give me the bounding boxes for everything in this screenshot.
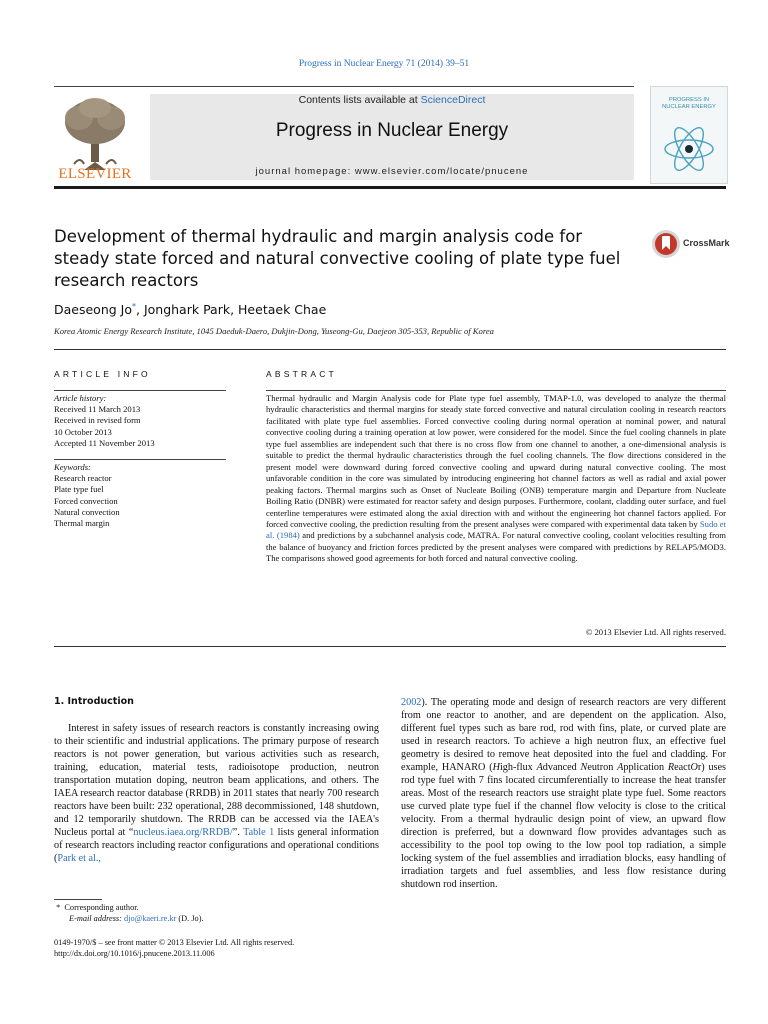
divider [266,390,726,391]
rrdb-link[interactable]: nucleus.iaea.org/RRDB/ [133,827,233,838]
article-info-heading: ARTICLE INFO [54,369,151,379]
body-text: Interest in safety issues of research reactors is constantly increasing owing to their scientific and industrial applications. The primary purpose of research reactors is not power generation, but various activities such as research, training, education, material tests, radioisotope production, neutron transportation mutation doping, neutron beam applications, and others. The IAEA research reactor database (RRDB) in 2011 states that nearly 700 research reactors have been built: 232 operational, 288 decommissioned, 148 shutdown, and 12 temporarily shutdown. The RRDB can be accessed via the IAEA's Nucleus portal at “ [54,723,379,838]
body-text: eact [674,762,691,773]
abstract-heading: ABSTRACT [266,369,337,379]
other-authors: , Jonghark Park, Heetaek Chae [136,302,327,318]
keyword: Plate type fuel [54,484,104,495]
divider [54,459,226,460]
crossmark-icon[interactable] [651,229,681,259]
intro-left-column [54,722,379,865]
divider [54,349,726,350]
abstract-copyright: © 2013 Elsevier Ltd. All rights reserved. [585,627,726,637]
issn-line: 0149-1970/$ – see front matter © 2013 Elsevier Ltd. All rights reserved. [54,938,295,947]
body-text: dvanced [542,762,581,773]
body-text: pplication [623,762,668,773]
journal-citation[interactable]: Progress in Nuclear Energy 71 (2014) 39–51 [298,59,470,69]
crossmark-label[interactable]: CrossMark [683,238,730,248]
journal-homepage[interactable]: journal homepage: www.elsevier.com/locate/pnucene [255,166,529,177]
email-suffix: (D. Jo). [176,914,204,923]
corresponding-mark[interactable]: * [132,302,136,311]
keywords-label: Keywords: [54,462,91,472]
masthead-bottom-rule [54,186,726,189]
keywords-list [54,462,226,529]
history-line: Accepted 11 November 2013 [54,437,155,448]
footnote-corresponding [54,902,379,913]
article-history [54,393,226,449]
journal-title[interactable]: Progress in Nuclear Energy [275,120,509,141]
elsevier-wordmark[interactable]: ELSEVIER [58,166,132,182]
email-label: E-mail address: [69,914,124,923]
keyword: Natural convection [54,506,120,517]
affiliation: Korea Atomic Energy Research Institute, 1045 Daeduk-Daero, Dukjin-Dong, Yuseong-Gu, Daejeon 305-353, Republic of Korea [54,326,494,336]
author-jo[interactable]: Daeseong Jo [54,302,132,318]
corresponding-author-label: Corresponding author. [64,903,139,912]
history-line: Received in revised form [54,415,141,426]
section-heading-introduction: 1. Introduction [54,696,134,707]
atom-icon [659,115,719,175]
masthead-top-rule [54,86,634,87]
keyword: Research reactor [54,473,112,484]
footnote-rule [54,899,102,900]
acronym-letter: N [580,762,588,773]
abstract-body [266,393,726,565]
table-1-link[interactable]: Table 1 [243,827,275,838]
park-reference-link[interactable]: Park et al., [57,853,101,864]
park-year-link[interactable]: 2002 [401,697,422,708]
abstract-text: and predictions by a subchannel analysis code, MATRA. For natural convective cooling, coolant velocities resulting from the balance of buoyancy and friction forces predicted by the present analyses were compared with predictions by RELAP5/MOD3. The comparisons showed good agreements for both forced and natural convective cooling. [266,530,726,564]
author-list [54,302,326,317]
body-text: lists general information of research reactors including reactor configurations and operational conditions ( [54,827,380,864]
keyword: Thermal margin [54,518,110,529]
keyword: Forced convection [54,495,118,506]
body-text: ”. [232,827,244,838]
doi-link[interactable]: http://dx.doi.org/10.1016/j.pnucene.2013.11.006 [54,949,215,958]
footnote-mark: * [56,903,61,912]
acronym-letter: O [690,762,698,773]
divider [54,390,226,391]
contents-line [150,94,634,106]
sudo-reference-link[interactable]: Sudo et al. (1984) [266,518,726,541]
divider [54,646,726,647]
body-text: eutron [587,762,618,773]
article-title: Development of thermal hydraulic and margin analysis code for steady state forced and natural convective cooling of plate type fuel research reactors [54,227,621,290]
acronym-letter: A [617,762,624,773]
acronym-letter: R [667,762,675,773]
sciencedirect-link[interactable]: ScienceDirect [420,94,486,106]
acronym-letter: H [492,762,500,773]
email-link[interactable]: djo@kaeri.re.kr [124,914,177,923]
history-label: Article history: [54,393,107,403]
cover-title: PROGRESS IN NUCLEAR ENERGY [662,97,716,110]
footnote-email [54,913,379,924]
abstract-text: Thermal hydraulic and Margin Analysis code for Plate type fuel assembly, TMAP-1.0, was developed to analyze the thermal hydraulic characteristics and thermal margins for steady state forced convective and natural circulation cooling in research reactors facilitated with plate type fuel assemblies. Forced convective cooling during normal operation at nominal power, and natural convective cooling during a training operation at low power, were considered for the model. Since the fuel cooling channels in plate type fuel assemblies are independent such that there is no cross flow from one channel to another, a one-dimensional analysis is suitable to predict the thermal hydraulic characteristics through the fuel cooling channels. The flow directions considered in the present model were downward during forced convective cooling and upward during natural convective cooling. The most unfavorable condition in the core was simulated by introducing engineering hot channel factors as well as radial and axial power peaking factors. Thermal margins such as Onset of Nucleate Boiling (ONB) temperature margin and Departure from Nucleate Boiling Ratio (DNBR) were estimated for reactor safety and design purposes. Furthermore, coolant, cladding outer surface, and fuel centerline temperatures were estimated along the axial direction with and without the engineering hot channel factors applied. For forced convective cooling, the prediction resulting from the present analyses were compared with experimental data taken by [266,393,726,529]
journal-cover[interactable] [650,86,728,184]
body-text: r) uses rod type fuel with 7 fins located circumferentially to increase the heat transfer areas. Most of the research reactors use straight plate type fuel. Some reactors use curved plate type fuel if the channel flow velocity is close to the critical velocity. From a thermal hydraulic design point of view, an upward flow direction is preferred, but a downward flow provides advantages such as accessibility to the pool top owing to the low pool top radiation, a simple locking system of the fuel assemblies and irradiation blocks, easy handling of irradiation targets and fuel assemblies, and less flow resistance during shutdown rod insertion. [401,762,726,890]
contents-prefix: Contents lists available at [298,94,421,106]
history-line: Received 11 March 2013 [54,404,141,415]
body-text: igh-flux [499,762,537,773]
history-line: 10 October 2013 [54,426,112,437]
body-text: ). The operating mode and design of research reactors are very different from one reactor to another, and are dependent on the application. Also, different fuel types such as bare rod, rod with fins, plate, or curved plate are used in research reactors. To achieve a high neutron flux, an effective fuel geometry is desired to remove heat deposited into the fuel and cladding. For example, HANARO ( [401,697,726,773]
intro-right-column [401,696,726,891]
acronym-letter: A [536,762,543,773]
